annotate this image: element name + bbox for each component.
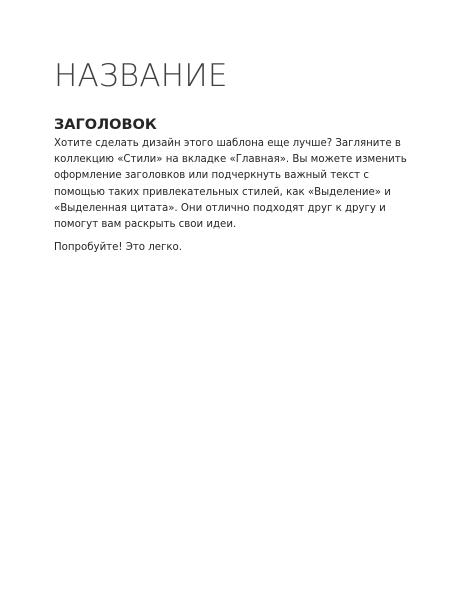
document-heading: ЗАГОЛОВОК: [54, 117, 157, 133]
document-content: [54, 58, 414, 263]
body-paragraph: Хотите сделать дизайн этого шаблона еще лучше? Загляните в коллекцию «Стили» на вкладке «Главная». Вы можете изменить оформление заголовков или подчеркнуть важный текст с помощью таких привлекательных стилей, как «Выделение» и «Выделенная цитата». Они отлично подходят друг к другу и помогут вам раскрыть свои идеи.: [54, 138, 407, 231]
document-title: НАЗВАНИЕ: [54, 58, 228, 94]
body-paragraph: Попробуйте! Это легко.: [54, 242, 182, 254]
